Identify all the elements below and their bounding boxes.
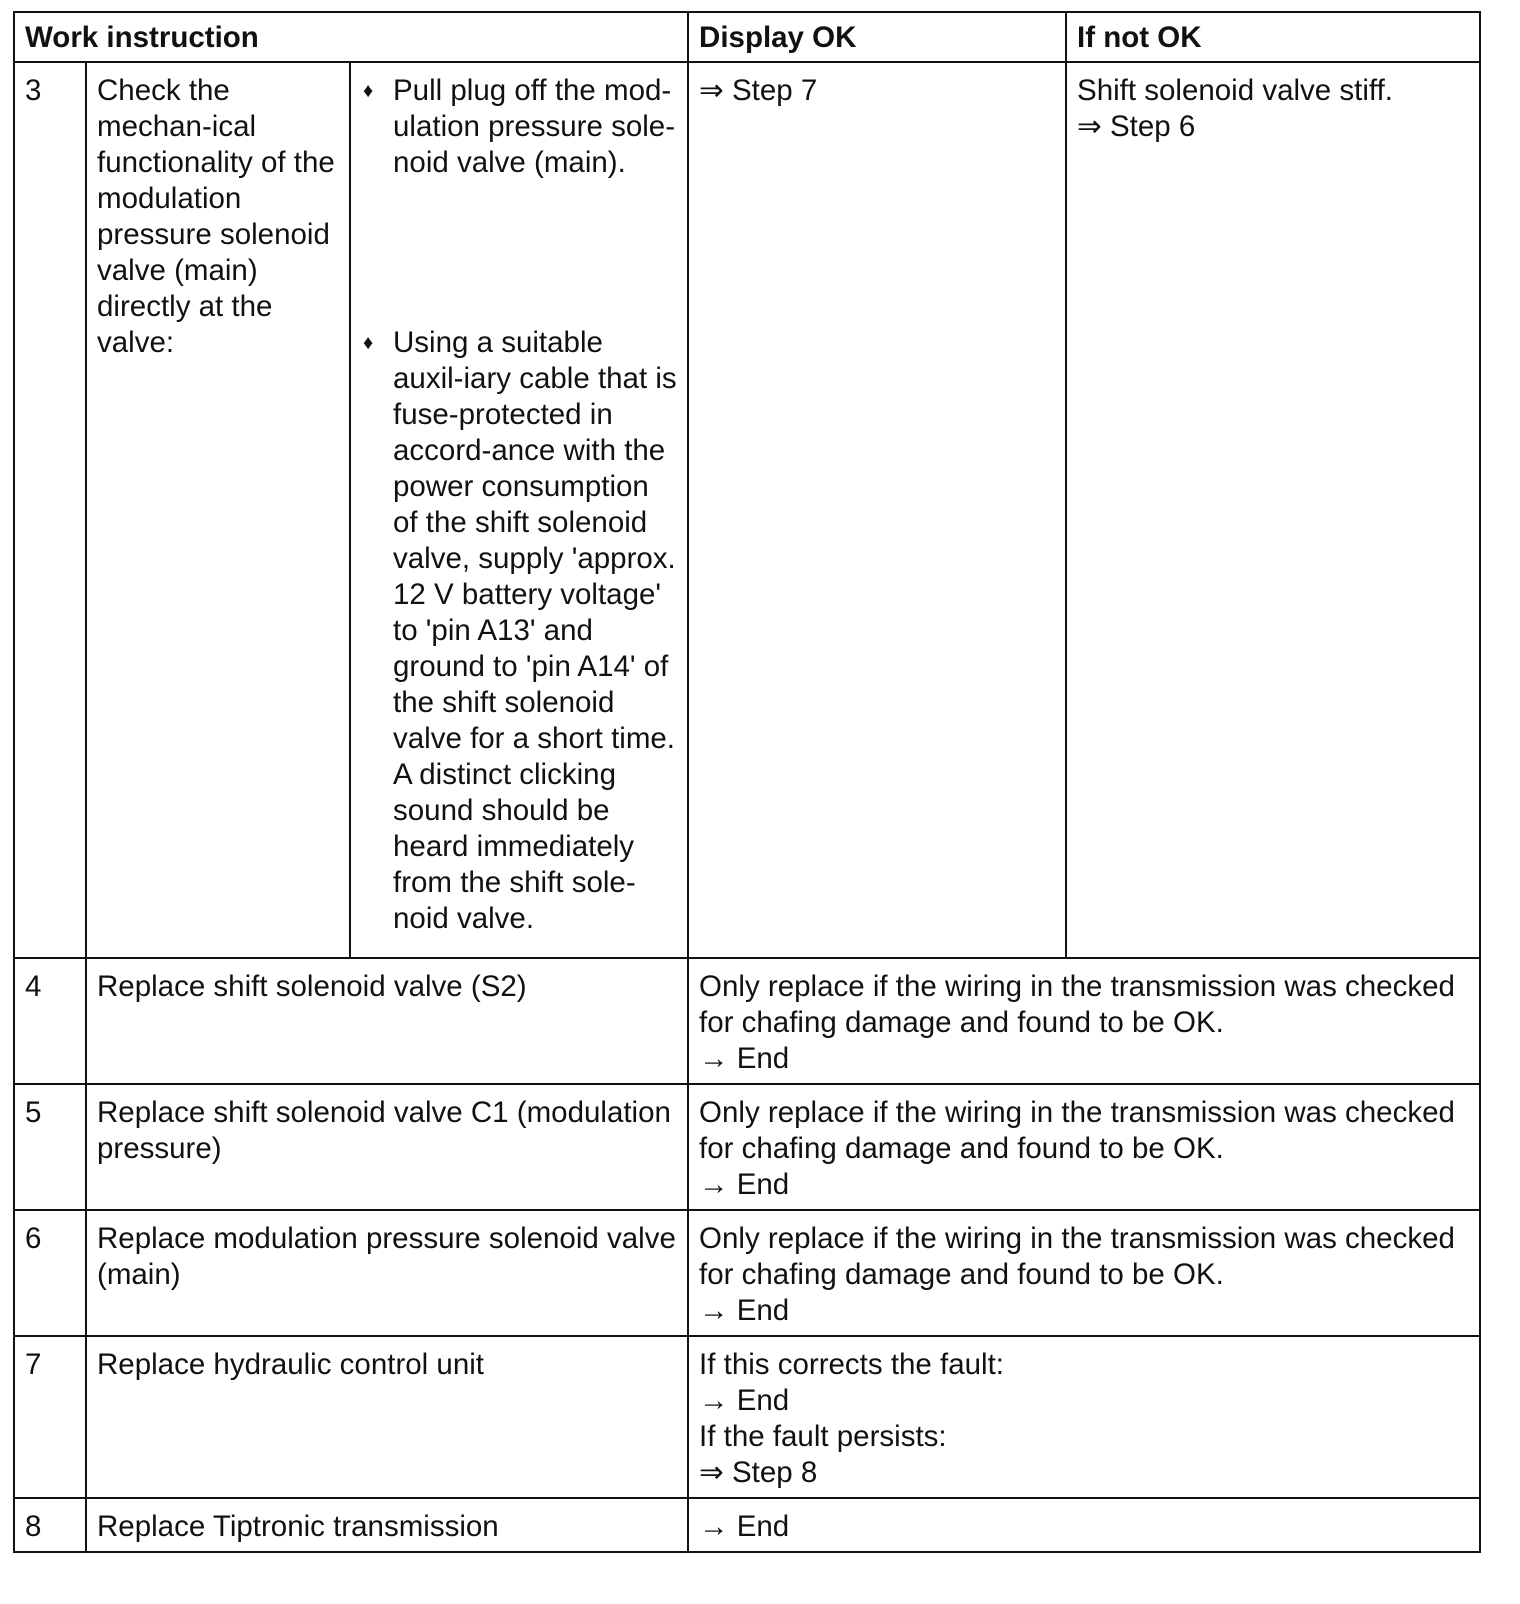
bullet-text: Using a suitable auxil-iary cable that is fuse-protected in accord-ance with the power consumption of the shift solenoid valve, supply 'approx. 12 V battery voltage' to 'pin A13' and ground to 'pin A14' of the shift solenoid valve for a short time. A distinct clicking sound should be heard immediately from the shift sole-noid valve. — [393, 326, 677, 935]
step-row-4 — [14, 958, 1480, 1084]
step-note: Only replace if the wiring in the transmission was checked for chafing damage and found to be OK. — [699, 970, 1455, 1039]
step-result-cell — [688, 958, 1480, 1084]
header-row — [14, 12, 1480, 62]
header-work-instruction: Work instruction — [14, 12, 688, 62]
step-number: 5 — [14, 1084, 86, 1210]
step-instruction: Check the mechan-ical functionality of the modulation pressure solenoid valve (main) directly at the valve: — [86, 62, 350, 958]
step-row-7 — [14, 1336, 1480, 1498]
step-result-line: If this corrects the fault: — [699, 1348, 1004, 1381]
step-result: → End — [699, 1042, 790, 1075]
step-result: → End — [699, 1168, 790, 1201]
work-instruction-table — [13, 11, 1481, 1553]
bullet-spacer — [359, 181, 677, 325]
step-result-line: If the fault persists: — [699, 1420, 947, 1453]
step-instruction: Replace Tiptronic transmission — [86, 1498, 688, 1552]
step-result: → End — [699, 1294, 790, 1327]
if-not-ok-line: ⇒ Step 6 — [1077, 110, 1196, 143]
step-instruction: Replace shift solenoid valve C1 (modulation pressure) — [86, 1084, 688, 1210]
step-note: Only replace if the wiring in the transmission was checked for chafing damage and found to be OK. — [699, 1222, 1455, 1291]
step-number: 4 — [14, 958, 86, 1084]
display-ok-cell: ⇒ Step 7 — [688, 62, 1066, 958]
diamond-bullet-icon: ♦ — [363, 332, 374, 354]
step-number: 6 — [14, 1210, 86, 1336]
step-instruction: Replace shift solenoid valve (S2) — [86, 958, 688, 1084]
step-result: → End — [688, 1498, 1480, 1552]
step-sub-actions — [350, 62, 688, 958]
bullet-text: Pull plug off the mod-ulation pressure sole-noid valve (main). — [393, 74, 676, 179]
header-if-not-ok: If not OK — [1066, 12, 1480, 62]
header-display-ok: Display OK — [688, 12, 1066, 62]
step-row-5 — [14, 1084, 1480, 1210]
step-row-8 — [14, 1498, 1480, 1552]
step-row-3 — [14, 62, 1480, 958]
step-note: Only replace if the wiring in the transmission was checked for chafing damage and found to be OK. — [699, 1096, 1455, 1165]
step-instruction: Replace modulation pressure solenoid valve (main) — [86, 1210, 688, 1336]
step-result-line: → End — [699, 1384, 790, 1417]
step-number: 8 — [14, 1498, 86, 1552]
bullet-item — [359, 325, 677, 937]
step-number: 3 — [14, 62, 86, 958]
step-result-cell — [688, 1084, 1480, 1210]
step-result-line: ⇒ Step 8 — [699, 1456, 818, 1489]
if-not-ok-cell — [1066, 62, 1480, 958]
if-not-ok-line: Shift solenoid valve stiff. — [1077, 74, 1393, 107]
bullet-item — [359, 73, 677, 181]
step-result-cell — [688, 1210, 1480, 1336]
step-instruction: Replace hydraulic control unit — [86, 1336, 688, 1498]
step-number: 7 — [14, 1336, 86, 1498]
step-result-cell — [688, 1336, 1480, 1498]
diamond-bullet-icon: ♦ — [363, 80, 374, 102]
step-row-6 — [14, 1210, 1480, 1336]
